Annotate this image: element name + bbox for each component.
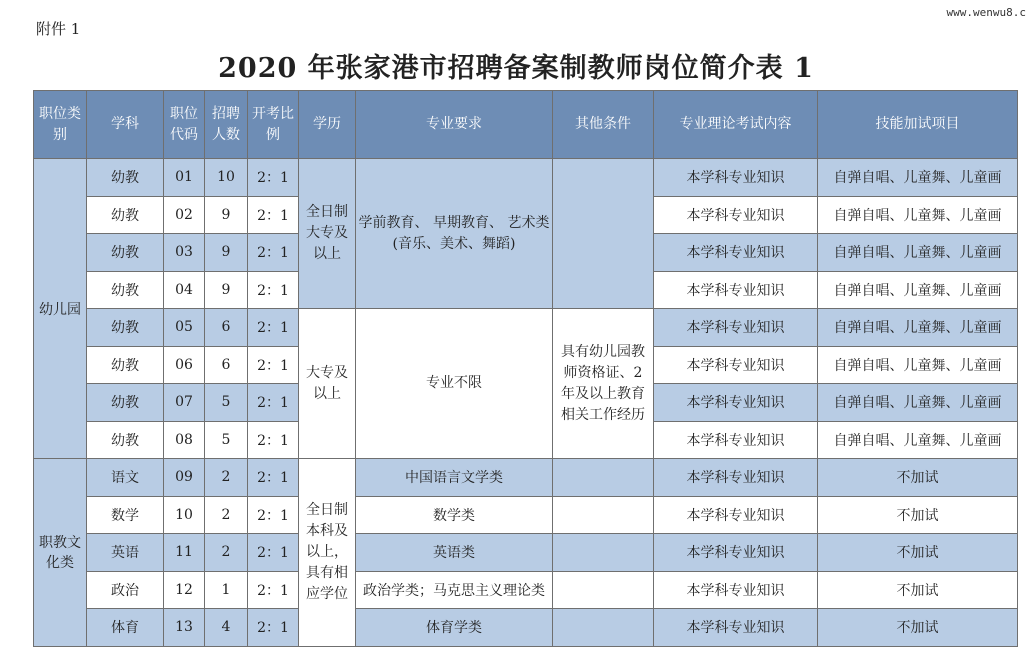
cell-ratio: 2：1 <box>248 384 299 422</box>
page-title: 2020 年张家港市招聘备案制教师岗位简介表 1 <box>218 53 814 84</box>
cell-skill: 自弹自唱、儿童舞、儿童画 <box>818 196 1018 234</box>
cell-exam: 本学科专业知识 <box>654 196 818 234</box>
table-row <box>34 459 1018 497</box>
cell-skill: 不加试 <box>818 609 1018 647</box>
cell-other <box>553 609 654 647</box>
cell-count: 1 <box>205 571 248 609</box>
cell-ratio: 2：1 <box>248 309 299 347</box>
cell-skill: 自弹自唱、儿童舞、儿童画 <box>818 346 1018 384</box>
cell-code: 05 <box>164 309 205 347</box>
cell-ratio: 2：1 <box>248 421 299 459</box>
cell-exam: 本学科专业知识 <box>654 234 818 272</box>
cell-exam: 本学科专业知识 <box>654 159 818 197</box>
cell-exam: 本学科专业知识 <box>654 346 818 384</box>
education-group-c: 全日制本科及以上，具有相应学位 <box>299 459 356 647</box>
category-kindergarten: 幼儿园 <box>34 159 87 459</box>
header-row <box>34 91 1018 159</box>
watermark: www.wenwu8.c <box>946 6 1026 19</box>
cell-ratio: 2：1 <box>248 234 299 272</box>
cell-exam: 本学科专业知识 <box>654 384 818 422</box>
cell-count: 9 <box>205 271 248 309</box>
cell-exam: 本学科专业知识 <box>654 421 818 459</box>
cell-count: 2 <box>205 496 248 534</box>
other-group-a <box>553 159 654 309</box>
cell-exam: 本学科专业知识 <box>654 459 818 497</box>
cell-major: 体育学类 <box>356 609 553 647</box>
cell-major: 中国语言文学类 <box>356 459 553 497</box>
cell-count: 5 <box>205 421 248 459</box>
cell-count: 2 <box>205 459 248 497</box>
major-group-a: 学前教育、 早期教育、 艺术类(音乐、美术、舞蹈) <box>356 159 553 309</box>
cell-skill: 自弹自唱、儿童舞、儿童画 <box>818 309 1018 347</box>
table-row <box>34 159 1018 197</box>
cell-count: 5 <box>205 384 248 422</box>
header-category: 职位类别 <box>34 91 87 159</box>
cell-exam: 本学科专业知识 <box>654 271 818 309</box>
cell-code: 03 <box>164 234 205 272</box>
table-row <box>34 534 1018 572</box>
positions-table <box>33 90 1018 647</box>
cell-code: 13 <box>164 609 205 647</box>
cell-exam: 本学科专业知识 <box>654 496 818 534</box>
cell-skill: 不加试 <box>818 571 1018 609</box>
cell-code: 09 <box>164 459 205 497</box>
cell-code: 10 <box>164 496 205 534</box>
major-group-b: 专业不限 <box>356 309 553 459</box>
cell-other <box>553 459 654 497</box>
cell-ratio: 2：1 <box>248 159 299 197</box>
cell-skill: 自弹自唱、儿童舞、儿童画 <box>818 271 1018 309</box>
table-row <box>34 571 1018 609</box>
cell-ratio: 2：1 <box>248 271 299 309</box>
other-group-b: 具有幼儿园教师资格证、2 年及以上教育相关工作经历 <box>553 309 654 459</box>
cell-subject: 语文 <box>87 459 164 497</box>
cell-code: 02 <box>164 196 205 234</box>
cell-subject: 幼教 <box>87 196 164 234</box>
header-ratio: 开考比例 <box>248 91 299 159</box>
header-count: 招聘人数 <box>205 91 248 159</box>
cell-code: 06 <box>164 346 205 384</box>
cell-ratio: 2：1 <box>248 609 299 647</box>
cell-skill: 不加试 <box>818 534 1018 572</box>
cell-count: 6 <box>205 309 248 347</box>
cell-code: 04 <box>164 271 205 309</box>
cell-exam: 本学科专业知识 <box>654 609 818 647</box>
cell-subject: 体育 <box>87 609 164 647</box>
cell-code: 12 <box>164 571 205 609</box>
cell-subject: 幼教 <box>87 384 164 422</box>
table-row <box>34 496 1018 534</box>
cell-skill: 自弹自唱、儿童舞、儿童画 <box>818 384 1018 422</box>
cell-count: 9 <box>205 196 248 234</box>
header-education: 学历 <box>299 91 356 159</box>
education-group-a: 全日制大专及以上 <box>299 159 356 309</box>
cell-exam: 本学科专业知识 <box>654 309 818 347</box>
cell-count: 9 <box>205 234 248 272</box>
cell-code: 11 <box>164 534 205 572</box>
cell-skill: 自弹自唱、儿童舞、儿童画 <box>818 421 1018 459</box>
cell-ratio: 2：1 <box>248 534 299 572</box>
cell-code: 07 <box>164 384 205 422</box>
cell-exam: 本学科专业知识 <box>654 534 818 572</box>
cell-ratio: 2：1 <box>248 196 299 234</box>
cell-ratio: 2：1 <box>248 571 299 609</box>
cell-subject: 幼教 <box>87 271 164 309</box>
header-code: 职位代码 <box>164 91 205 159</box>
header-exam: 专业理论考试内容 <box>654 91 818 159</box>
cell-ratio: 2：1 <box>248 346 299 384</box>
cell-count: 10 <box>205 159 248 197</box>
header-subject: 学科 <box>87 91 164 159</box>
cell-subject: 幼教 <box>87 309 164 347</box>
cell-major: 政治学类；马克思主义理论类 <box>356 571 553 609</box>
cell-subject: 数学 <box>87 496 164 534</box>
cell-subject: 幼教 <box>87 421 164 459</box>
cell-skill: 不加试 <box>818 459 1018 497</box>
cell-code: 01 <box>164 159 205 197</box>
header-other: 其他条件 <box>553 91 654 159</box>
cell-skill: 自弹自唱、儿童舞、儿童画 <box>818 234 1018 272</box>
cell-code: 08 <box>164 421 205 459</box>
cell-other <box>553 571 654 609</box>
header-major: 专业要求 <box>356 91 553 159</box>
attachment-label: 附件 1 <box>36 20 81 38</box>
cell-count: 2 <box>205 534 248 572</box>
cell-exam: 本学科专业知识 <box>654 571 818 609</box>
cell-ratio: 2：1 <box>248 496 299 534</box>
cell-other <box>553 534 654 572</box>
cell-skill: 自弹自唱、儿童舞、儿童画 <box>818 159 1018 197</box>
cell-subject: 英语 <box>87 534 164 572</box>
cell-ratio: 2：1 <box>248 459 299 497</box>
education-group-b: 大专及以上 <box>299 309 356 459</box>
cell-count: 4 <box>205 609 248 647</box>
cell-subject: 政治 <box>87 571 164 609</box>
cell-subject: 幼教 <box>87 159 164 197</box>
cell-skill: 不加试 <box>818 496 1018 534</box>
table-row <box>34 309 1018 347</box>
cell-major: 数学类 <box>356 496 553 534</box>
cell-major: 英语类 <box>356 534 553 572</box>
header-skill: 技能加试项目 <box>818 91 1018 159</box>
cell-count: 6 <box>205 346 248 384</box>
cell-subject: 幼教 <box>87 346 164 384</box>
cell-subject: 幼教 <box>87 234 164 272</box>
cell-other <box>553 496 654 534</box>
table-row <box>34 609 1018 647</box>
category-vocational: 职教文化类 <box>34 459 87 647</box>
